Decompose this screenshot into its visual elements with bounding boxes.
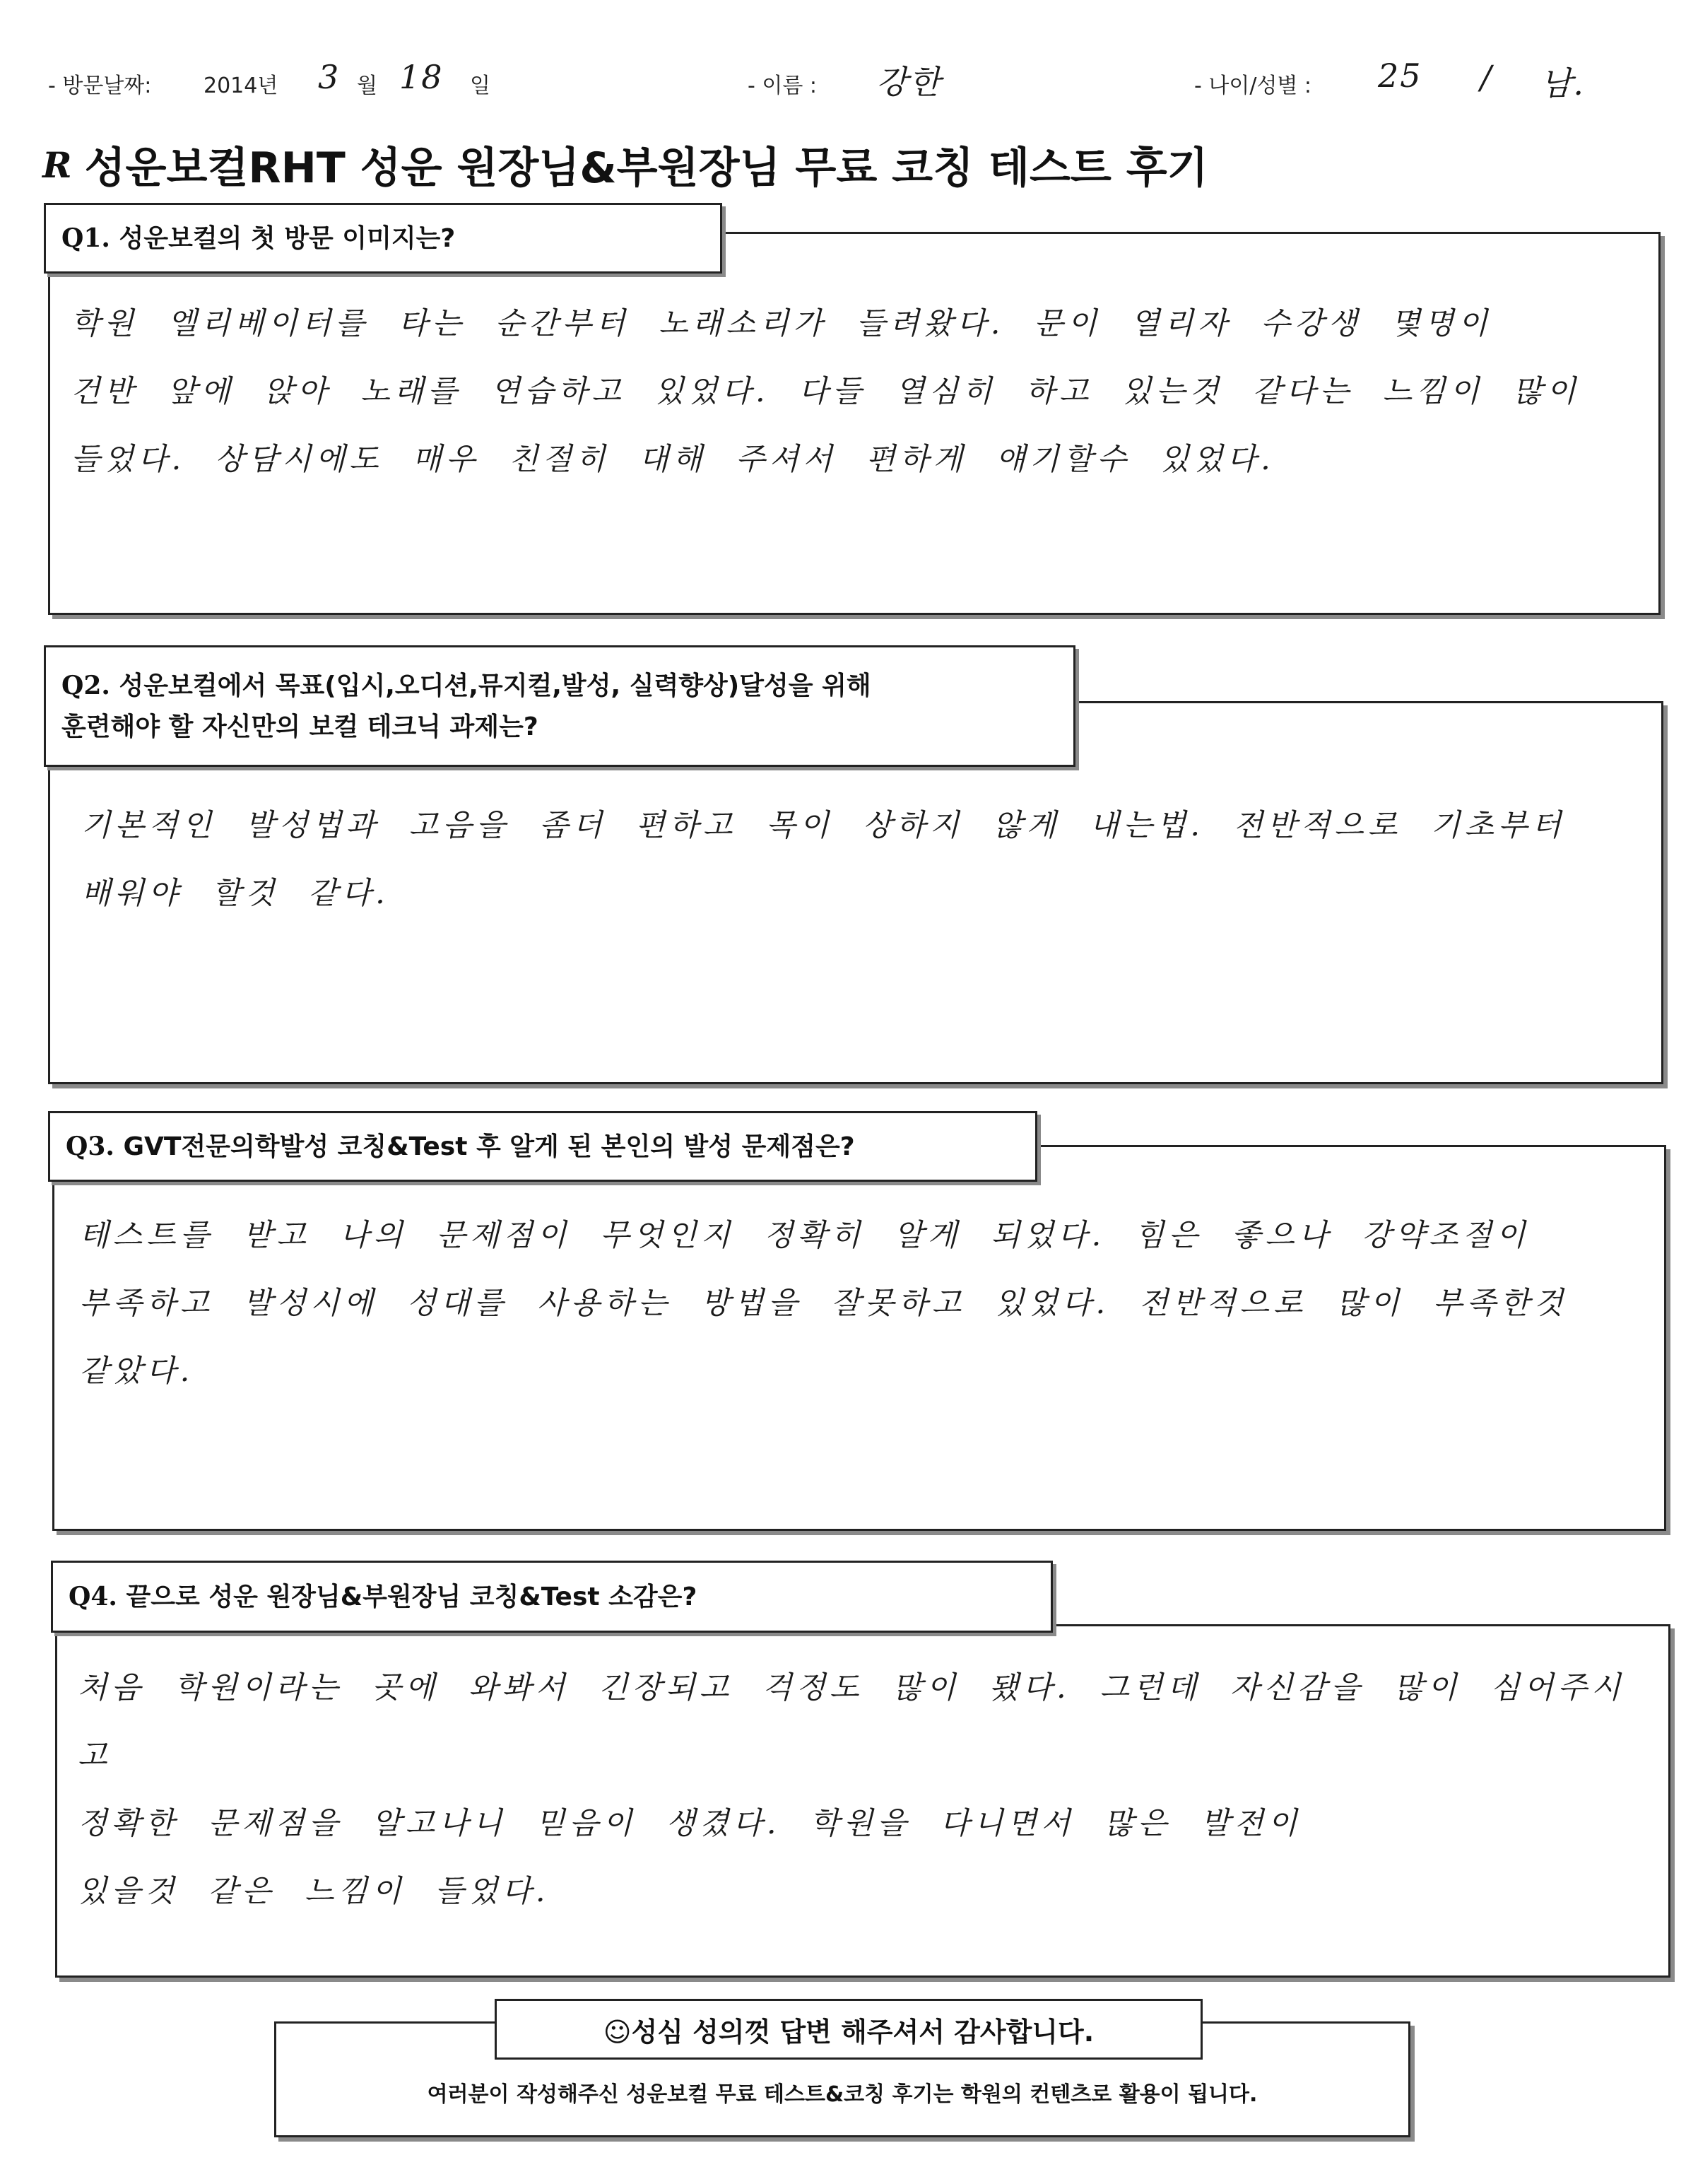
page-title-row xyxy=(42,134,1208,195)
q1-answer xyxy=(71,290,1639,493)
q2-answer-line: 기본적인 발성법과 고음을 좀더 편하고 목이 상하지 않게 내는법. 전반적으로 기초부터 xyxy=(81,808,1566,843)
q1-number: Q1. xyxy=(61,223,110,253)
visit-year: 2014년 xyxy=(204,74,278,98)
q4-answer-line: 처음 학원이라는 곳에 와봐서 긴장되고 걱정도 많이 됐다. 그런데 자신감을 많이 심어주시고 xyxy=(78,1670,1625,1773)
q1-question-label xyxy=(44,203,722,274)
q2-question-text: 성운보컬에서 목표(입시,오디션,뮤지컬,발성, 실력향상)달성을 위해 xyxy=(119,671,871,700)
q2-number: Q2. xyxy=(61,670,110,700)
age-value: 25 xyxy=(1378,57,1422,95)
q4-answer xyxy=(78,1654,1653,1925)
page-title: 성운보컬RHT 성운 원장님&부원장님 무료 코칭 테스트 후기 xyxy=(84,143,1208,193)
q1-answer-line: 학원 엘리베이터를 타는 순간부터 노래소리가 들려왔다. 문이 열리자 수강생 몇명이 xyxy=(71,306,1492,341)
q3-question-label xyxy=(48,1111,1037,1182)
age-gender-separator: / xyxy=(1480,58,1493,96)
day-unit: 일 xyxy=(470,74,490,98)
q4-answer-line: 정확한 문제점을 알고나니 믿음이 생겼다. 학원을 다니면서 많은 발전이 xyxy=(78,1806,1302,1841)
q4-question-label xyxy=(51,1561,1053,1633)
q3-number: Q3. xyxy=(66,1131,114,1161)
q4-number: Q4. xyxy=(69,1581,117,1611)
brand-logo-icon: R xyxy=(42,143,72,186)
q3-answer-line: 테스트를 받고 나의 문제점이 무엇인지 정확히 알게 되었다. 힘은 좋으나 강약조절이 xyxy=(79,1218,1530,1253)
gender-value: 남. xyxy=(1540,64,1586,102)
q3-question-text: GVT전문의학발성 코칭&Test 후 알게 된 본인의 발성 문제점은? xyxy=(123,1132,855,1161)
month-unit: 월 xyxy=(357,74,377,98)
q4-question-text: 끝으로 성운 원장님&부원장님 코칭&Test 소감은? xyxy=(126,1582,697,1611)
footer-note: 여러분이 작성해주신 성운보컬 무료 테스트&코칭 후기는 학원의 컨텐츠로 활용이 됩니다. xyxy=(427,2082,1258,2107)
visit-date-label: - 방문날짜: xyxy=(48,74,152,98)
q3-answer-line: 같았다. xyxy=(79,1354,194,1389)
q1-answer-line: 건반 앞에 앉아 노래를 연습하고 있었다. 다들 열심히 하고 있는것 같다는 느낌이 많이 xyxy=(71,374,1580,409)
q2-answer xyxy=(81,792,1650,927)
q1-question-text: 성운보컬의 첫 방문 이미지는? xyxy=(119,223,456,253)
name-value: 강한 xyxy=(876,63,942,101)
name-label: - 이름 : xyxy=(748,74,817,98)
visit-month: 3 xyxy=(318,58,341,96)
visit-day: 18 xyxy=(399,58,444,96)
q3-answer xyxy=(79,1202,1648,1405)
age-gender-label: - 나이/성별 : xyxy=(1194,74,1312,98)
q2-question-text-line2: 훈련해야 할 자신만의 보컬 테크닉 과제는? xyxy=(61,712,538,741)
q3-answer-line: 부족하고 발성시에 성대를 사용하는 방법을 잘못하고 있었다. 전반적으로 많이 부족한것 xyxy=(79,1286,1568,1321)
q1-answer-line: 들었다. 상담시에도 매우 친절히 대해 주셔서 편하게 얘기할수 있었다. xyxy=(71,442,1275,477)
footer-thanks: ☺성심 성의껏 답변 해주셔서 감사합니다. xyxy=(495,1999,1203,2060)
q2-answer-line: 배워야 할것 같다. xyxy=(81,876,389,911)
q4-answer-line: 있을것 같은 느낌이 들었다. xyxy=(78,1874,550,1909)
q2-question-label xyxy=(44,645,1075,767)
